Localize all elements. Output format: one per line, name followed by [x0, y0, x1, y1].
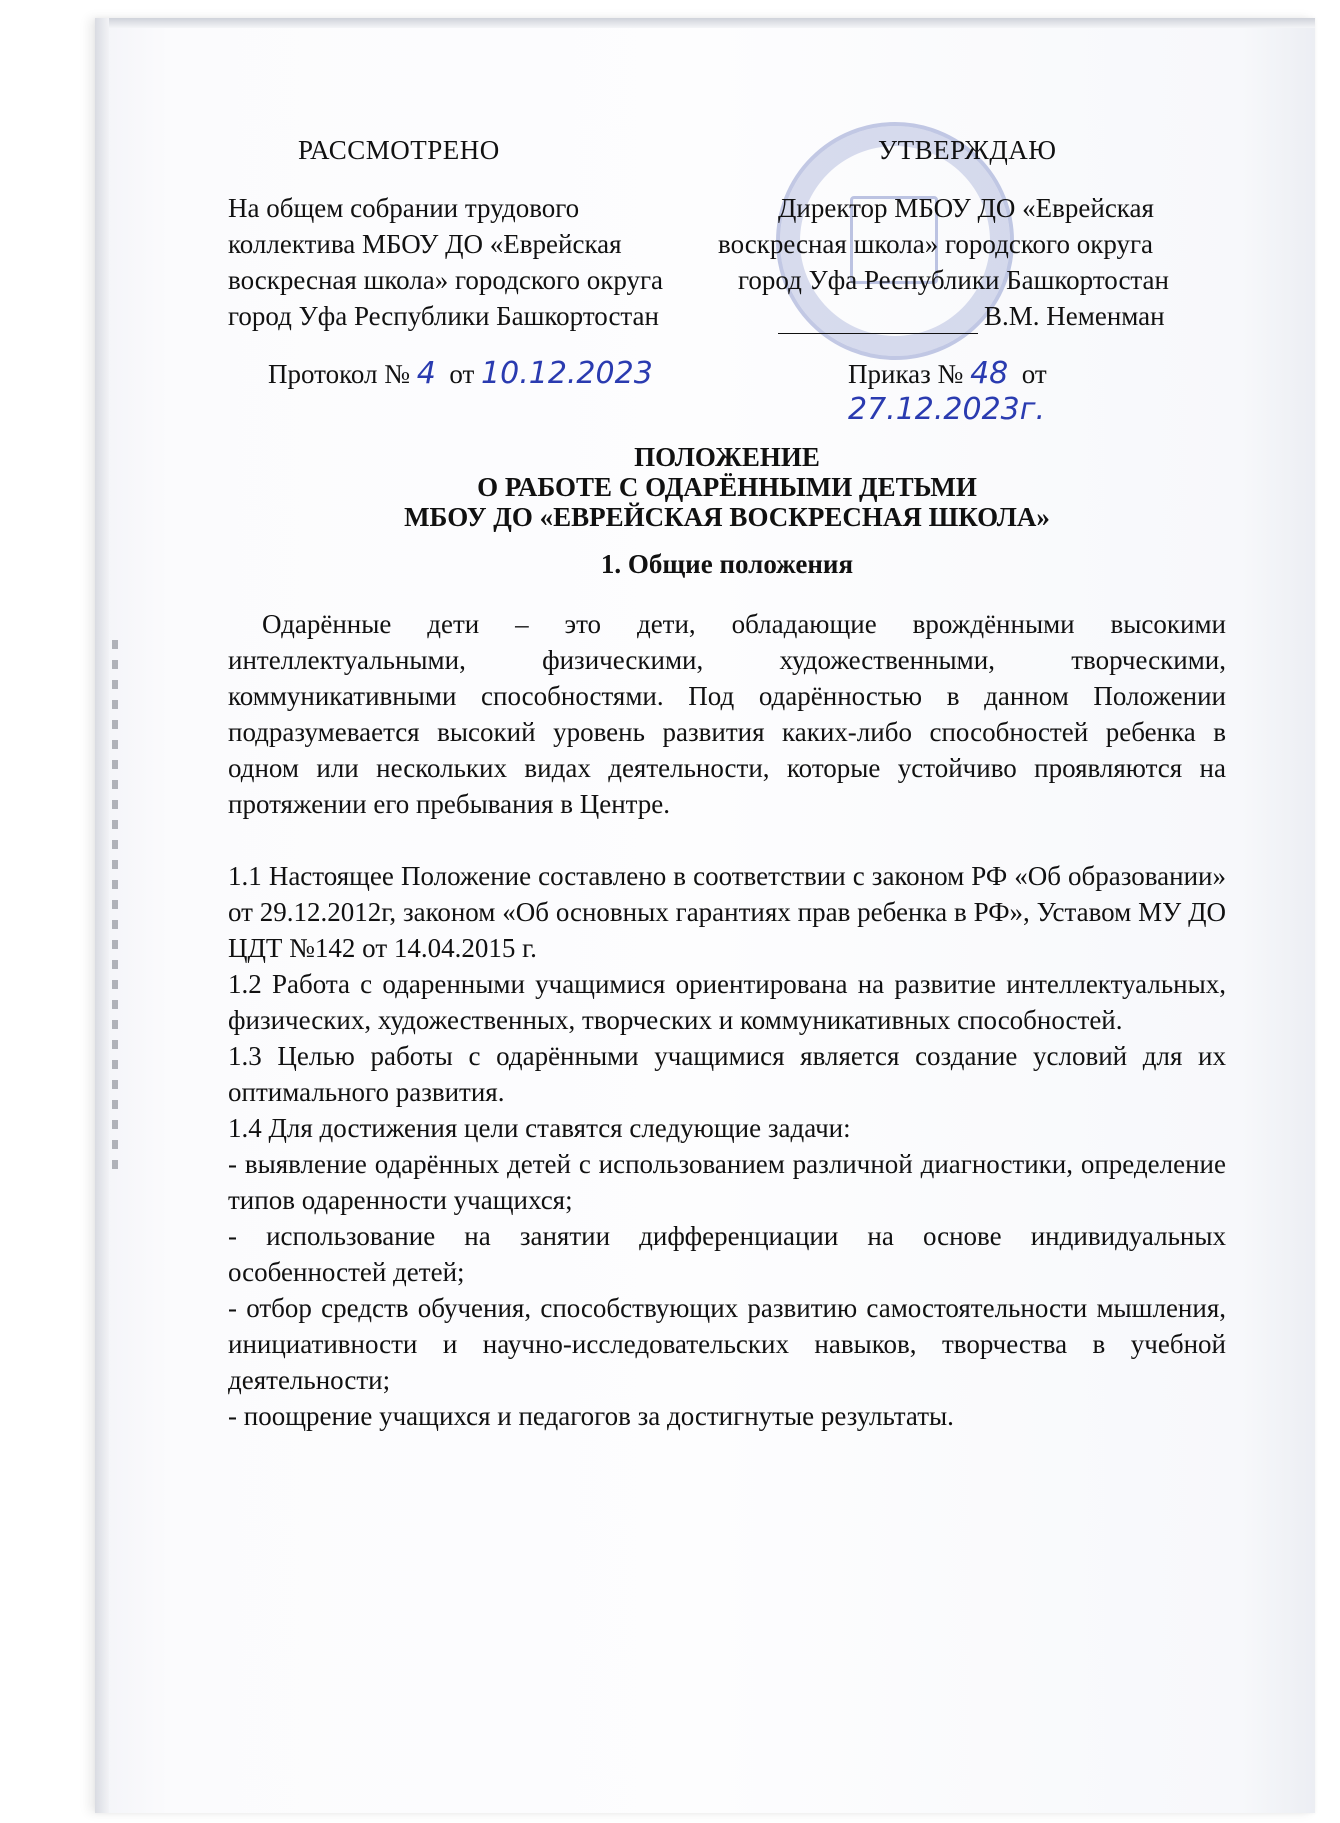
- approved-line-3: город Уфа Республики Башкортостан: [738, 265, 1169, 295]
- task-item: - использование на занятии дифференциации на основе индивидуальных особенностей детей;: [228, 1221, 1226, 1287]
- protocol-from-label: от: [449, 359, 475, 389]
- considered-block: [228, 132, 728, 392]
- approved-line-1: Директор МБОУ ДО «Еврейская: [778, 193, 1154, 223]
- title-line-3: МБОУ ДО «ЕВРЕЙСКАЯ ВОСКРЕСНАЯ ШКОЛА»: [404, 502, 1050, 532]
- document-body: [228, 132, 1226, 1434]
- considered-line-1: На общем собрании трудового: [228, 193, 580, 223]
- protocol-date: 10.12.2023: [481, 356, 653, 391]
- title-line-2: О РАБОТЕ С ОДАРЁННЫМИ ДЕТЬМИ: [477, 472, 977, 502]
- clause-1-2: 1.2 Работа с одаренными учащимися ориентирована на развитие интеллектуальных, физических, художественных, творческих и коммуникативных способностей.: [228, 969, 1226, 1035]
- sleeve-left-edge: [95, 18, 109, 1813]
- considered-line-4: город Уфа Республики Башкортостан: [228, 301, 659, 331]
- section-1-title: 1. Общие положения: [600, 549, 854, 579]
- order-number: 48: [970, 356, 1009, 391]
- considered-title: РАССМОТРЕНО: [298, 135, 500, 165]
- clause-1-3: 1.3 Целью работы с одарёнными учащимися является создание условий для их оптимального развития.: [228, 1041, 1226, 1107]
- signature-line: [778, 333, 978, 334]
- clause-1-1: 1.1 Настоящее Положение составлено в соответствии с законом РФ «Об образовании» от 29.12.2012г, законом «Об основных гарантиях прав ребенка в РФ», Уставом МУ ДО ЦДТ №142 от 14.04.2015 г.: [228, 861, 1226, 963]
- order-from-label: от: [1021, 359, 1047, 389]
- binding-stitch: [112, 640, 118, 1180]
- considered-line-2: коллектива МБОУ ДО «Еврейская: [228, 229, 622, 259]
- order-line: [718, 356, 1238, 428]
- protocol-number: 4: [416, 356, 436, 391]
- sleeve-top-edge: [95, 18, 1315, 28]
- task-item: - отбор средств обучения, способствующих развитию самостоятельности мышления, инициативности и научно-исследовательских навыков, творчества в учебной деятельности;: [228, 1293, 1226, 1395]
- approved-text: [718, 190, 1238, 334]
- order-date: 27.12.2023г.: [848, 392, 1046, 427]
- order-label: Приказ №: [848, 359, 964, 389]
- approved-title: УТВЕРЖДАЮ: [878, 135, 1057, 165]
- protocol-line: [228, 356, 728, 392]
- clause-1-4: 1.4 Для достижения цели ставятся следующие задачи:: [228, 1113, 851, 1143]
- document-title: [228, 442, 1226, 532]
- task-item: - поощрение учащихся и педагогов за достигнутые результаты.: [228, 1401, 954, 1431]
- considered-text: [228, 190, 728, 334]
- task-item: - выявление одарённых детей с использованием различной диагностики, определение типов одаренности учащихся;: [228, 1149, 1226, 1215]
- approved-line-2: воскресная школа» городского округа: [718, 229, 1154, 259]
- considered-line-3: воскресная школа» городского округа: [228, 265, 664, 295]
- title-line-1: ПОЛОЖЕНИЕ: [634, 442, 820, 472]
- protocol-label: Протокол №: [268, 359, 410, 389]
- approval-header: [228, 132, 1226, 432]
- intro-paragraph: Одарённые дети – это дети, обладающие врождёнными высокими интеллектуальными, физическими, художественными, творческими, коммуникативными способностями. Под одарённостью в данном Положении подразумевается высокий уровень развития каких-либо способностей ребенка в одном или нескольких видах деятельности, которые устойчиво проявляются на протяжении его пребывания в Центре.: [228, 609, 1226, 819]
- approved-block: [718, 132, 1238, 428]
- signer-name: В.М. Неменман: [984, 301, 1165, 331]
